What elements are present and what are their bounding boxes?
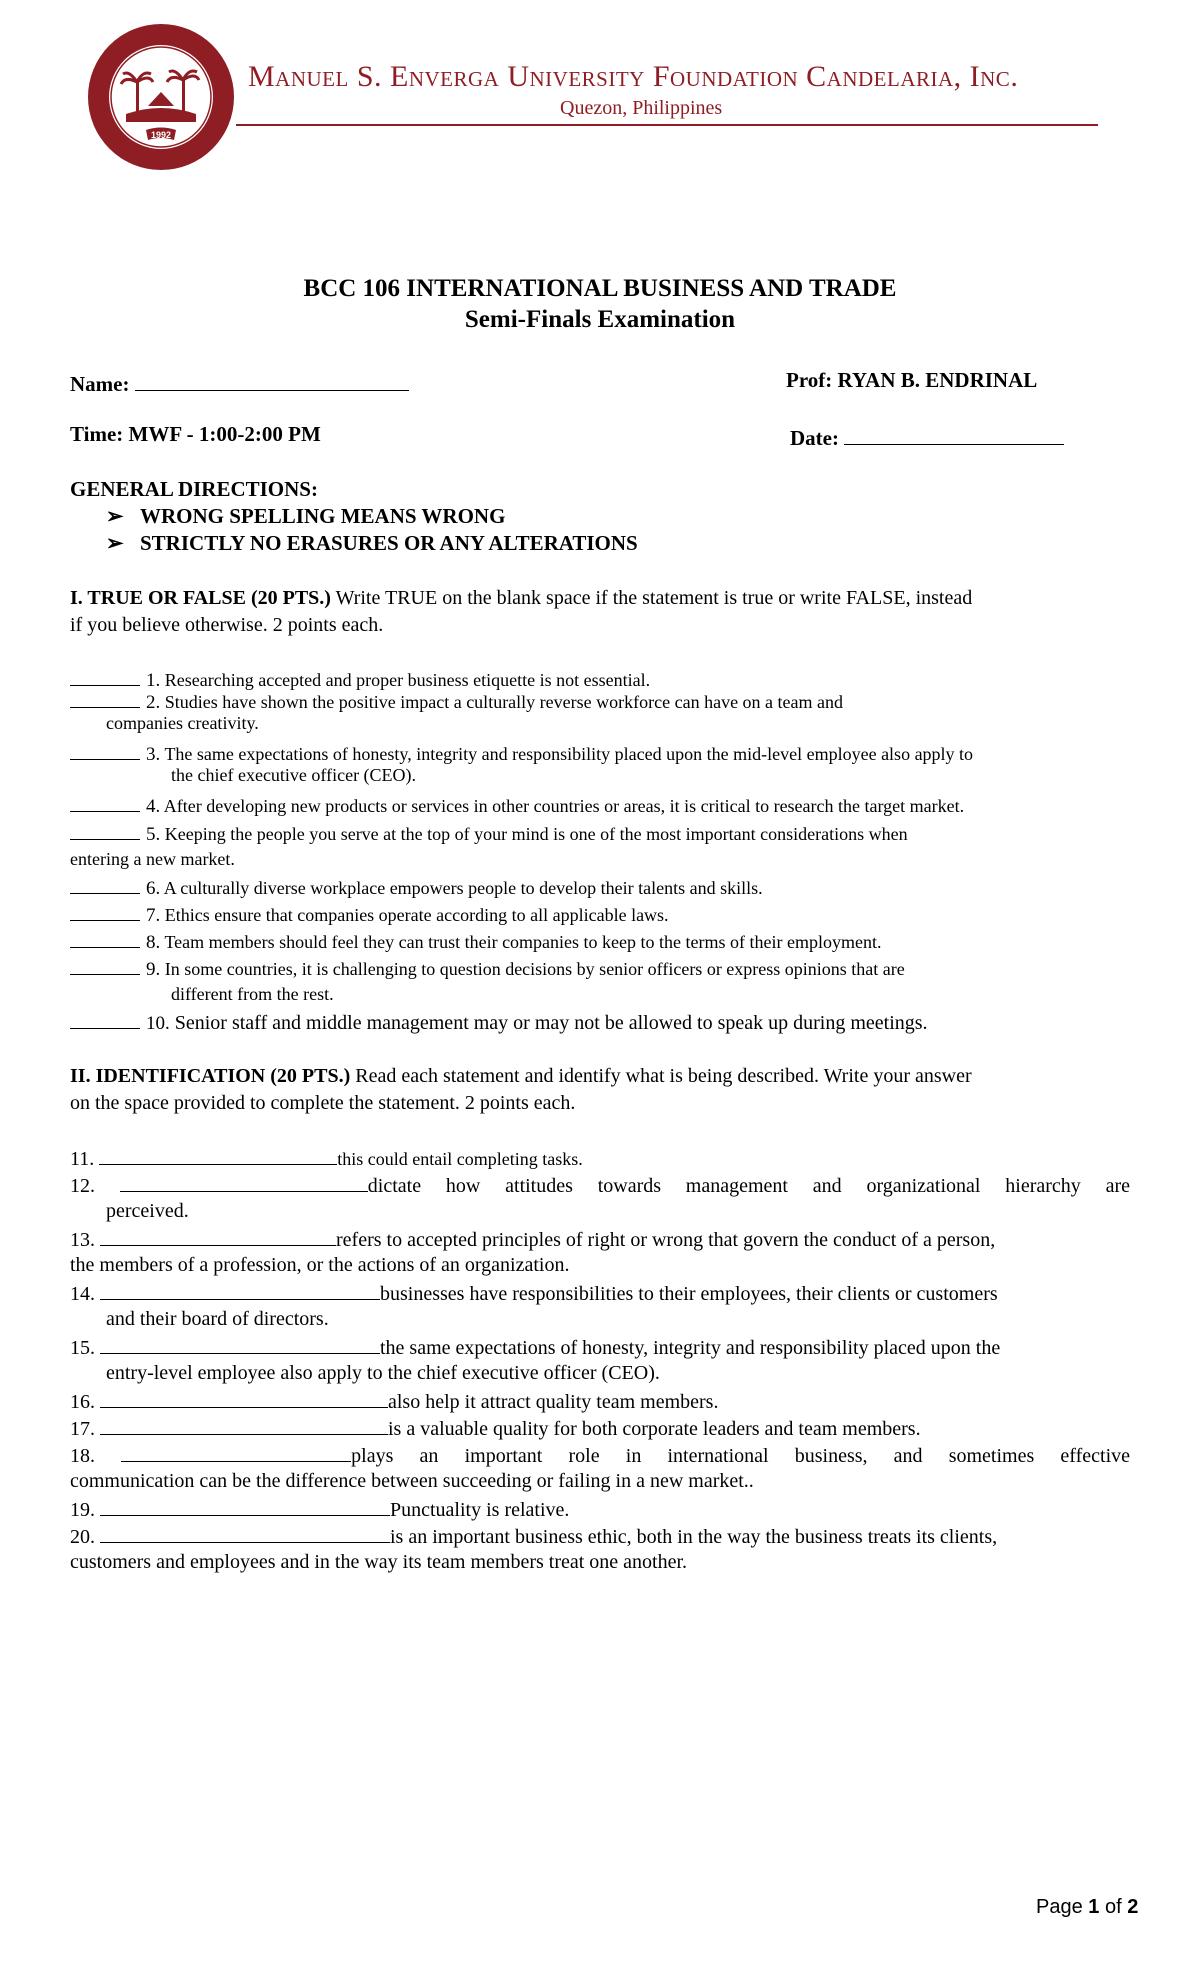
tf-item: 7. Ethics ensure that companies operate according to all applicable laws. [70, 903, 669, 927]
tf-item: 6. A culturally diverse workplace empowers people to develop their talents and skills. [70, 876, 763, 900]
university-name: Manuel S. Enverga University Foundation Candelaria, Inc. [248, 60, 1019, 93]
exam-page: 1992 Manuel S. Enverga University Foundation Candelaria, Inc. Quezon, Philippines BCC 106 INTERNATIONAL BUSINESS AND TRADE Semi-Finals Examination Name: Prof: RYAN B. ENDRINAL Time: MWF - 1:00-2:00 PM Date: GENERAL DIRECTIONS: ➢ WRONG SPELLING MEANS WRONG ➢ STRICTLY NO ERASURES OR ANY ALTERATIONS I. TRUE OR FALSE (20 PTS.) Write TRUE on the blank space if the statement is true or write FALSE, instead if you believe otherwise. 2 points each. 1. Researching accepted and proper business etiquette is not essential. 2. Studies have shown the positive impact a culturally reverse workforce can have on a team and companies creativity. 3. The same expectations of honesty, integrity and responsibility placed upon the mid-level employee also apply to the chief executive officer (CEO). 4. After developing new products or services in other countries or areas, it is critical to research the target market. 5. Keeping the people you serve at the top of your mind is one of the most important considerations when entering a new market. 6. A culturally diverse workplace empowers people to develop their talents and skills. 7. Ethics ensure that companies operate according to all applicable laws. 8. Team members should feel they can trust their companies to keep to the terms of their employment. 9. In some countries, it is challenging to question decisions by senior officers or express opinions that are different from the rest. 10. Senior staff and middle management may or may not be allowed to speak up during meetings. II. IDENTIFICATION (20 PTS.) Read each statement and identify what is being described. Write your answer on the space provided to complete the statement. 2 points each. 11. this could entail completing tasks. 12. dictate how attitudes towards management and organizational hierarchy are perceived. 13. refers to accepted principles of right or wrong that govern the conduct of a person, the members of a profession, or the actions of an organization. 14. businesses have responsibilities to their employees, their clients or customers and their board of directors. 15. the same expectations of honesty, integrity and responsibility placed upon the entry-level employee also apply to the chief executive officer (CEO). 16. also help it attract quality team members. 17. is a valuable quality for both corporate leaders and team members. 18. plays an important role in international business, and sometimes effective communication can be the difference between succeeding or failing in a new market.. 19. Punctuality is relative. 20. is an important business ethic, both in the way the business treats its clients, customers and employees and in the way its team members treat one another. Page 1 of 2 [0, 0, 1200, 1976]
tf-item: 5. Keeping the people you serve at the top of your mind is one of the most important considerations when [70, 822, 908, 846]
answer-blank[interactable] [121, 1442, 351, 1462]
date-blank[interactable] [844, 422, 1064, 445]
answer-blank[interactable] [100, 1226, 336, 1246]
name-field [70, 368, 409, 397]
course-title: BCC 106 INTERNATIONAL BUSINESS AND TRADE [303, 275, 897, 302]
id-item: 14. businesses have responsibilities to their employees, their clients or customers [70, 1280, 998, 1307]
answer-blank[interactable] [70, 903, 140, 921]
answer-blank[interactable] [100, 1334, 380, 1354]
id-item: 19. Punctuality is relative. [70, 1496, 569, 1523]
page-number: Page 1 of 2 [1036, 1896, 1139, 1918]
id-item: 11. this could entail completing tasks. [70, 1145, 583, 1172]
part1-heading: I. TRUE OR FALSE (20 PTS.) [70, 587, 331, 609]
direction-item: ➢ STRICTLY NO ERASURES OR ANY ALTERATIONS [106, 531, 638, 555]
tf-item: 4. After developing new products or services in other countries or areas, it is critical to research the target market. [70, 794, 964, 818]
id-item: 13. refers to accepted principles of right or wrong that govern the conduct of a person, [70, 1226, 995, 1253]
prof-label: Prof: RYAN B. ENDRINAL [786, 368, 1038, 392]
name-label: Name: [70, 372, 130, 397]
answer-blank[interactable] [100, 1415, 388, 1435]
answer-blank[interactable] [100, 1280, 380, 1300]
answer-blank[interactable] [70, 876, 140, 894]
arrow-bullet-icon: ➢ [106, 531, 124, 555]
id-item-continuation: the members of a profession, or the actions of an organization. [70, 1254, 570, 1276]
answer-blank[interactable] [70, 822, 140, 840]
header-divider [236, 124, 1098, 126]
id-item: 16. also help it attract quality team members. [70, 1388, 718, 1415]
part2-heading: II. IDENTIFICATION (20 PTS.) [70, 1065, 351, 1087]
answer-blank[interactable] [100, 1388, 388, 1408]
part1-instructions: I. TRUE OR FALSE (20 PTS.) Write TRUE on the blank space if the statement is true or write FALSE, instead if you believe otherwise. 2 points each. [70, 587, 973, 636]
tf-item-continuation: companies creativity. [106, 713, 259, 733]
directions-heading: GENERAL DIRECTIONS: [70, 477, 318, 501]
id-item-continuation: entry-level employee also apply to the chief executive officer (CEO). [106, 1362, 660, 1384]
id-item-continuation: and their board of directors. [106, 1308, 329, 1330]
name-blank[interactable] [135, 368, 409, 391]
answer-blank[interactable] [70, 690, 140, 708]
answer-blank[interactable] [70, 794, 140, 812]
tf-item-continuation: the chief executive officer (CEO). [171, 765, 417, 785]
tf-item: 8. Team members should feel they can trust their companies to keep to the terms of their employment. [70, 930, 881, 954]
answer-blank[interactable] [70, 1011, 140, 1029]
time-label: Time: MWF - 1:00-2:00 PM [70, 422, 321, 446]
answer-blank[interactable] [70, 930, 140, 948]
seal-year: 1992 [150, 130, 172, 140]
tf-item: 3. The same expectations of honesty, integrity and responsibility placed upon the mid-level employee also apply to [70, 742, 973, 766]
id-item: 17. is a valuable quality for both corporate leaders and team members. [70, 1415, 921, 1442]
arrow-bullet-icon: ➢ [106, 504, 124, 528]
tf-item: 1. Researching accepted and proper business etiquette is not essential. [70, 668, 650, 692]
answer-blank[interactable] [70, 668, 140, 686]
tf-item: 10. Senior staff and middle management may or may not be allowed to speak up during meetings. [70, 1011, 928, 1035]
tf-item: 2. Studies have shown the positive impact a culturally reverse workforce can have on a team and [70, 690, 843, 714]
answer-blank[interactable] [100, 1523, 390, 1543]
id-item-continuation: perceived. [106, 1200, 189, 1222]
id-item-continuation: customers and employees and in the way its team members treat one another. [70, 1551, 688, 1573]
id-item: 15. the same expectations of honesty, integrity and responsibility placed upon the [70, 1334, 1000, 1361]
tf-item-continuation: different from the rest. [171, 984, 334, 1004]
id-item: 20. is an important business ethic, both in the way the business treats its clients, [70, 1523, 997, 1550]
answer-blank[interactable] [120, 1172, 368, 1192]
date-label: Date: [790, 426, 839, 451]
university-location: Quezon, Philippines [560, 97, 723, 119]
part2-instructions: II. IDENTIFICATION (20 PTS.) Read each statement and identify what is being described. Write your answer on the space provided to complete the statement. 2 points each. [70, 1065, 972, 1114]
answer-blank[interactable] [100, 1496, 390, 1516]
university-seal-logo [86, 22, 236, 172]
answer-blank[interactable] [70, 957, 140, 975]
exam-title: Semi-Finals Examination [464, 306, 736, 333]
tf-item-continuation: entering a new market. [70, 849, 235, 869]
direction-item: ➢ WRONG SPELLING MEANS WRONG [106, 504, 506, 528]
answer-blank[interactable] [70, 742, 140, 760]
answer-blank[interactable] [99, 1145, 337, 1165]
id-item-continuation: communication can be the difference between succeeding or failing in a new market.. [70, 1470, 754, 1492]
date-field [790, 422, 1064, 451]
tf-item: 9. In some countries, it is challenging to question decisions by senior officers or express opinions that are [70, 957, 905, 981]
